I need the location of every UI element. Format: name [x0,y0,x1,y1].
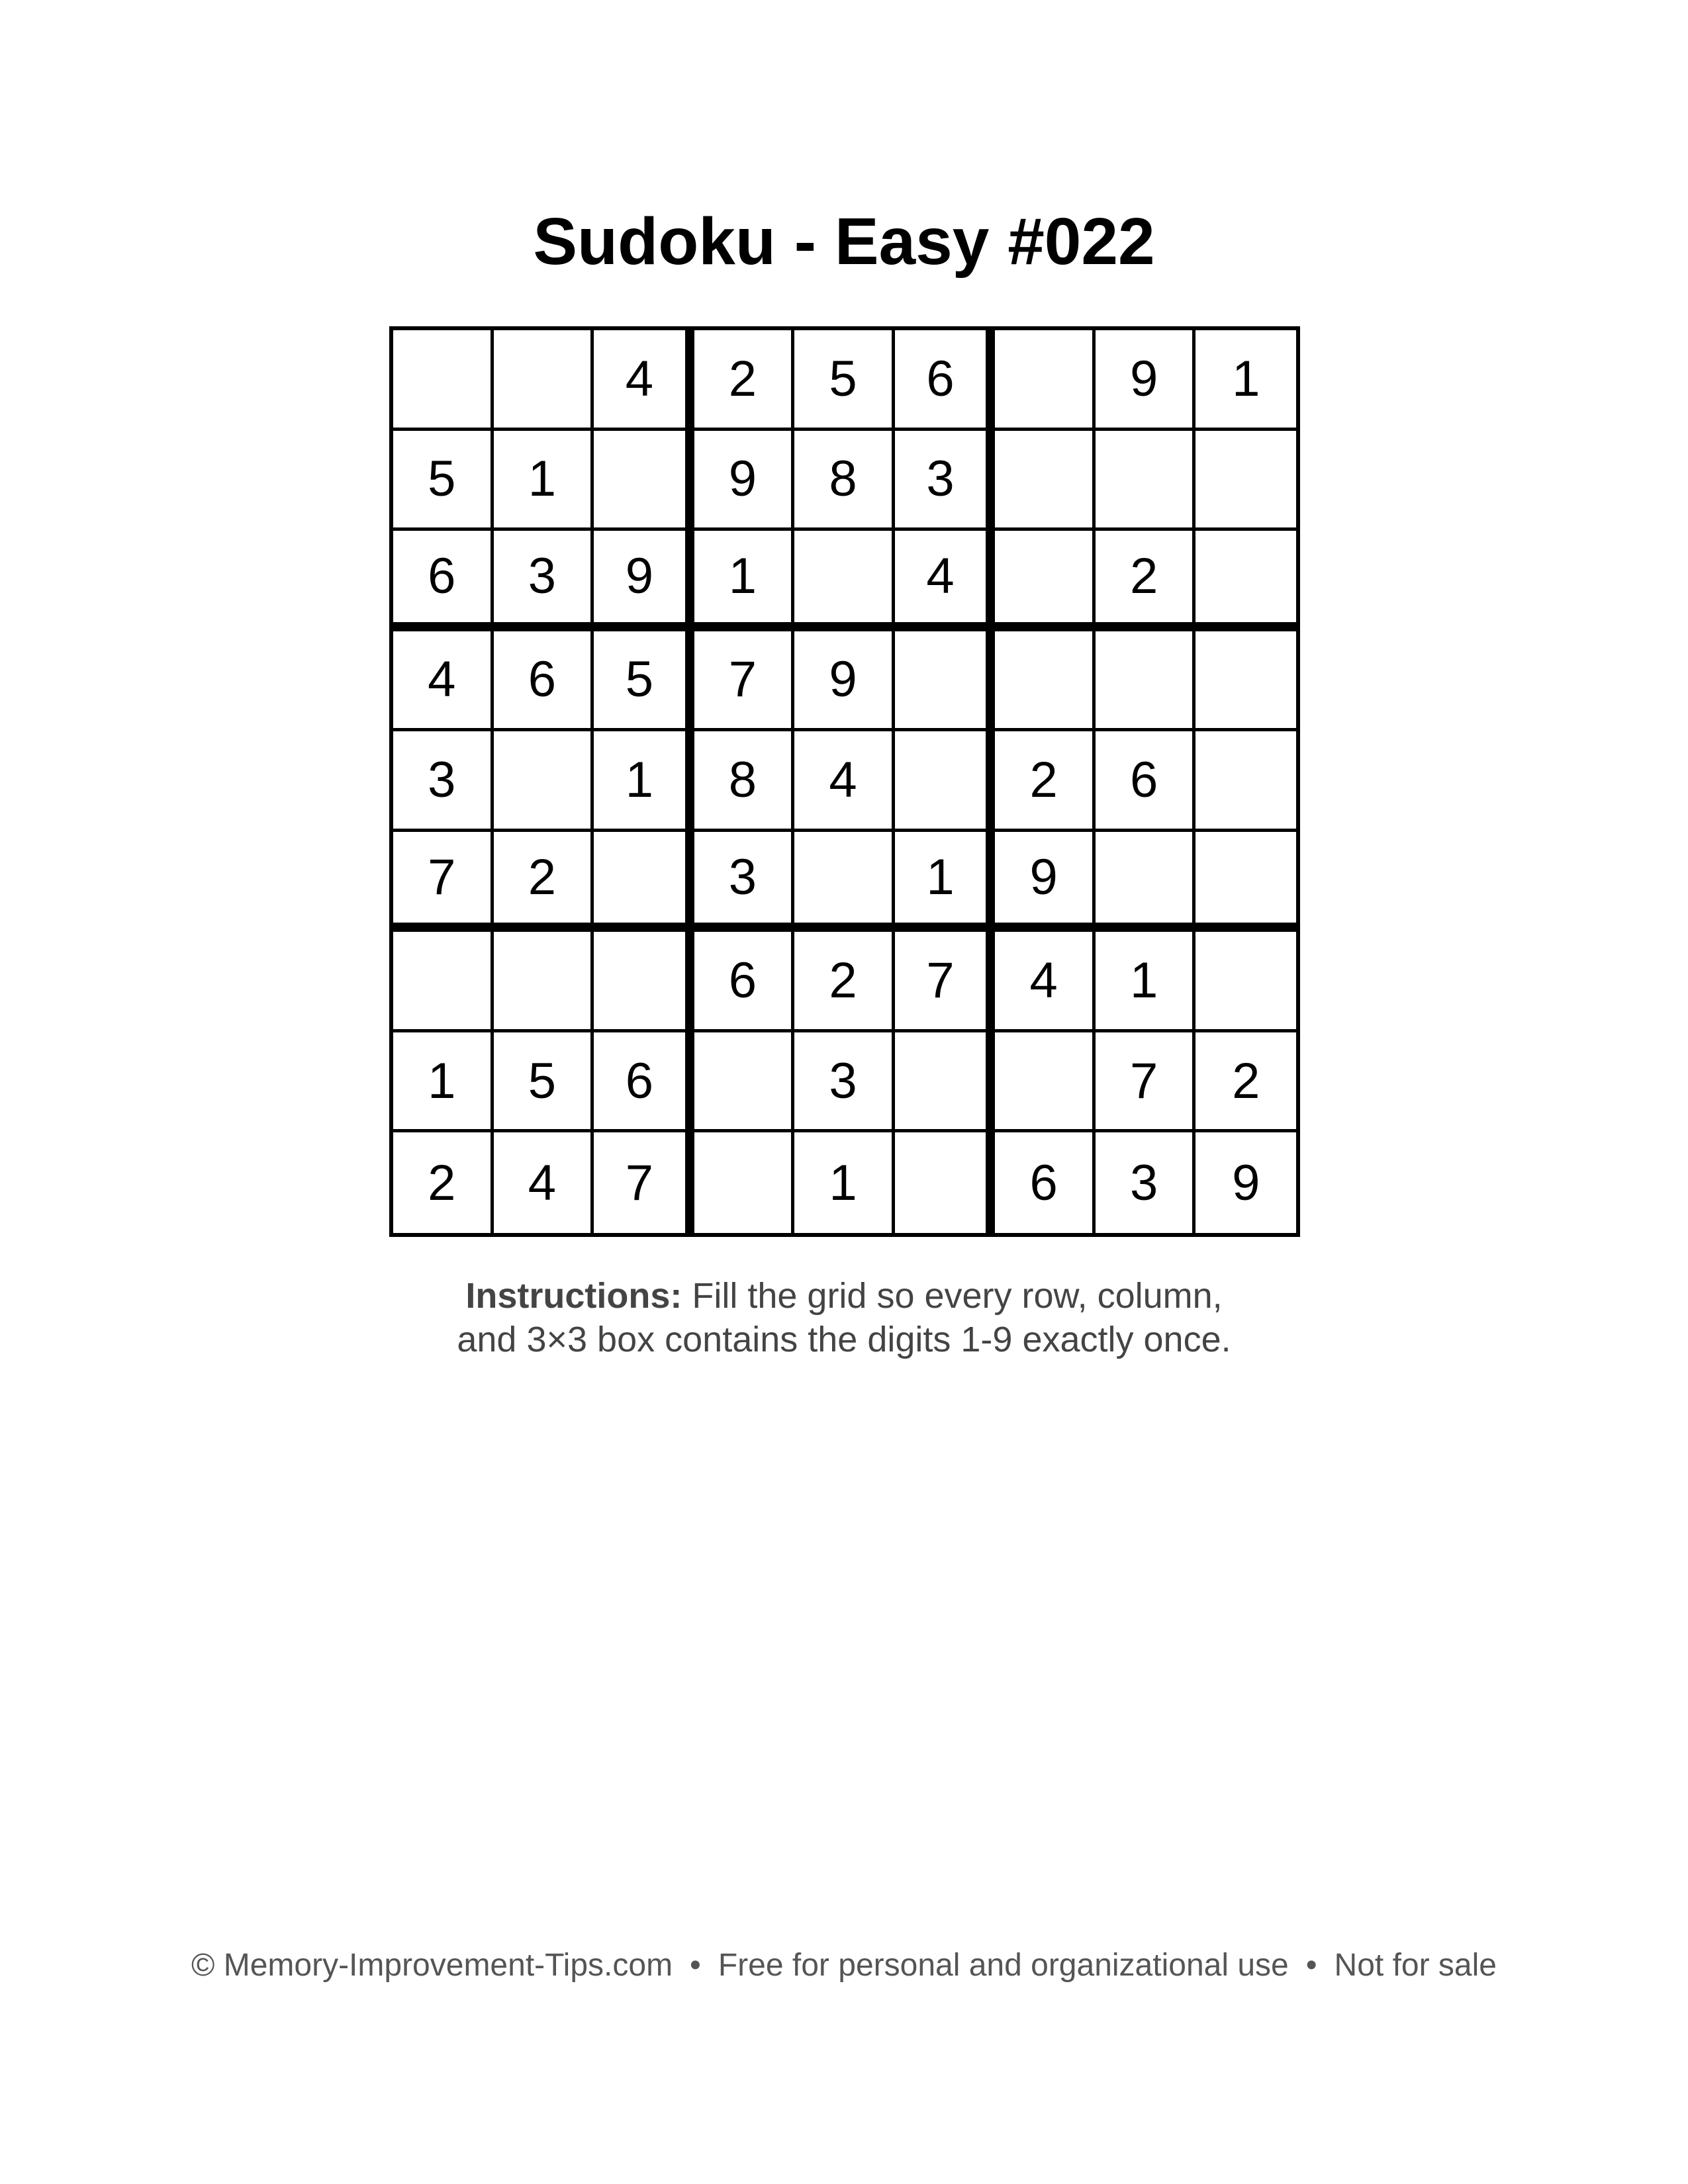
given-cell: 7 [895,932,996,1032]
empty-cell[interactable] [794,832,895,933]
given-cell: 4 [895,531,996,631]
empty-cell[interactable] [895,631,996,732]
given-cell: 2 [1096,531,1196,631]
given-cell: 6 [995,1132,1096,1233]
given-cell: 1 [1196,330,1296,431]
empty-cell[interactable] [995,1032,1096,1133]
given-cell: 1 [393,1032,494,1133]
given-cell: 5 [494,1032,594,1133]
given-cell: 9 [694,431,795,531]
empty-cell[interactable] [494,731,594,832]
given-cell: 7 [594,1132,694,1233]
empty-cell[interactable] [594,431,694,531]
given-cell: 6 [895,330,996,431]
empty-cell[interactable] [393,932,494,1032]
empty-cell[interactable] [1196,431,1296,531]
given-cell: 2 [995,731,1096,832]
given-cell: 1 [594,731,694,832]
given-cell: 6 [694,932,795,1032]
empty-cell[interactable] [794,531,895,631]
given-cell: 3 [895,431,996,531]
empty-cell[interactable] [594,832,694,933]
empty-cell[interactable] [594,932,694,1032]
given-cell: 9 [1232,1154,1260,1211]
given-cell: 2 [694,330,795,431]
instructions-label: Instructions: [465,1276,682,1316]
given-cell: 3 [694,832,795,933]
given-cell: 9 [594,531,694,631]
given-cell: 5 [794,330,895,431]
given-cell: 4 [594,330,694,431]
empty-cell[interactable] [995,631,1096,732]
footer-license: Free for personal and organizational use [718,1948,1289,1983]
empty-cell[interactable] [895,1132,996,1233]
given-cell: 5 [594,631,694,732]
empty-cell[interactable] [895,1032,996,1133]
given-cell: 1 [794,1132,895,1233]
given-cell: 5 [393,431,494,531]
instructions [0,1274,1688,1361]
given-cell: 3 [1096,1132,1196,1233]
given-cell: 4 [995,932,1096,1032]
sudoku-grid [389,326,1300,1237]
given-cell: 6 [494,631,594,732]
given-cell: 7 [694,631,795,732]
given-cell: 4 [794,731,895,832]
empty-cell[interactable] [393,330,494,431]
given-cell: 3 [794,1032,895,1133]
given-cell: 7 [1096,1032,1196,1133]
given-cell: 3 [494,531,594,631]
footer [0,1946,1688,1985]
given-cell: 2 [1196,1032,1296,1133]
given-cell: 6 [393,531,494,631]
empty-cell[interactable] [694,1032,795,1133]
given-cell: 4 [494,1132,594,1233]
given-cell: 4 [393,631,494,732]
empty-cell[interactable] [995,431,1096,531]
given-cell: 3 [393,731,494,832]
footer-copyright: © Memory-Improvement-Tips.com [191,1948,673,1983]
given-cell: 2 [794,932,895,1032]
given-cell: 2 [393,1132,494,1233]
empty-cell[interactable] [694,1132,795,1233]
empty-cell[interactable] [1196,531,1296,631]
footer-separator: • [1305,1948,1317,1983]
empty-cell[interactable] [995,330,1096,431]
given-cell: 8 [794,431,895,531]
puzzle-title: Sudoku - Easy #022 [533,205,1155,279]
empty-cell[interactable] [1196,932,1296,1032]
empty-cell[interactable] [1196,631,1296,732]
given-cell: 9 [794,631,895,732]
given-cell: 1 [1096,932,1196,1032]
instructions-line-1: Fill the grid so every row, column, [692,1276,1223,1316]
empty-cell[interactable] [1196,832,1296,933]
given-cell: 7 [393,832,494,933]
footer-separator: • [690,1948,701,1983]
empty-cell[interactable] [995,531,1096,631]
given-cell: 1 [694,531,795,631]
empty-cell[interactable] [1096,431,1196,531]
empty-cell[interactable] [1096,832,1196,933]
given-cell: 9 [995,832,1096,933]
given-cell: 9 [1096,330,1196,431]
given-cell: 1 [494,431,594,531]
empty-cell[interactable] [494,932,594,1032]
empty-cell[interactable] [494,330,594,431]
empty-cell[interactable] [1096,631,1196,732]
given-cell: 6 [594,1032,694,1133]
footer-note: Not for sale [1334,1948,1497,1983]
instructions-line-2: and 3×3 box contains the digits 1-9 exactly once. [457,1320,1231,1359]
given-cell: 6 [1096,731,1196,832]
given-cell: 8 [694,731,795,832]
empty-cell[interactable] [1196,731,1296,832]
given-cell: 2 [494,832,594,933]
empty-cell[interactable] [895,731,996,832]
given-cell: 1 [895,832,996,933]
